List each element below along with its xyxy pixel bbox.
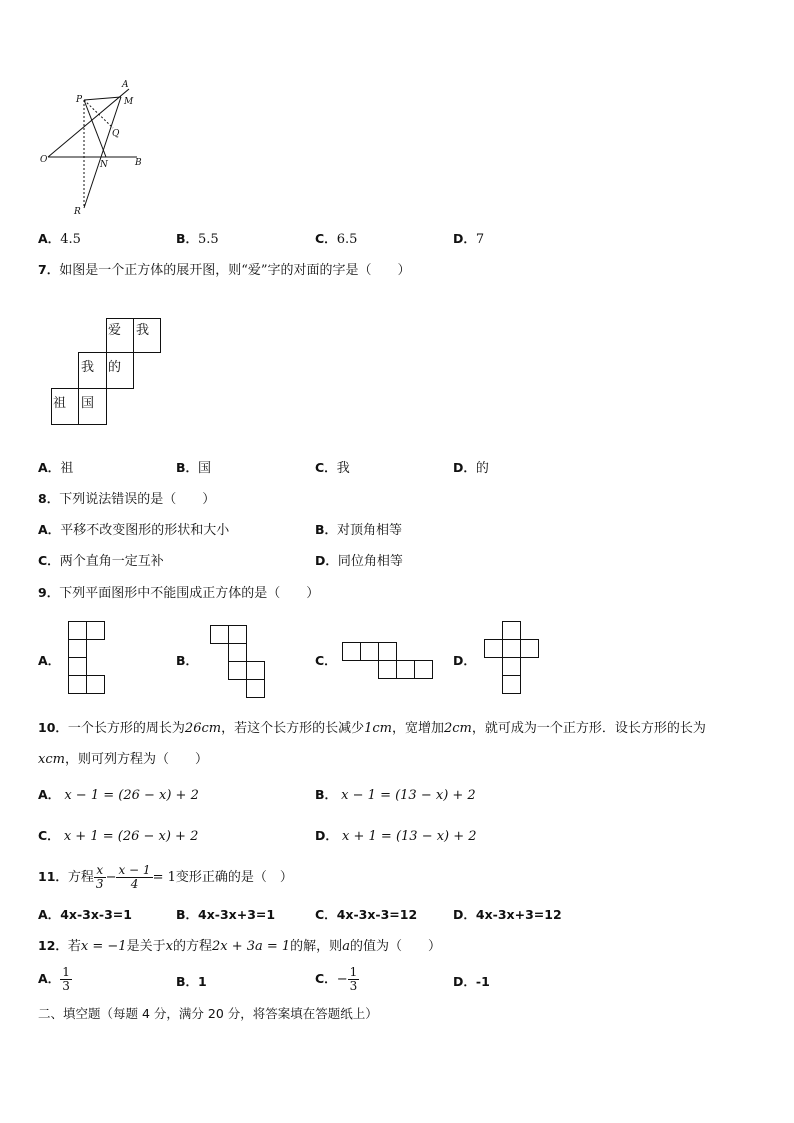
label-q: Q xyxy=(112,129,120,139)
fraction-one-third xyxy=(348,966,360,993)
option-label: B． xyxy=(176,231,199,246)
option-text: 祖 xyxy=(60,461,74,476)
q12-option-b[interactable] xyxy=(176,972,207,990)
label-o: O xyxy=(40,155,48,165)
option-label: D． xyxy=(453,231,476,246)
length-variable: xcm xyxy=(38,752,65,767)
option-text: 7 xyxy=(475,232,485,247)
fraction-numerator: x xyxy=(94,864,106,878)
q10-option-b[interactable] xyxy=(315,785,476,803)
label-m: M xyxy=(124,97,134,107)
fraction-denominator: 3 xyxy=(349,979,358,993)
option-label: B． xyxy=(176,460,199,475)
q9-net-b xyxy=(210,625,268,700)
width-increase-value: 2cm xyxy=(444,721,472,736)
perimeter-value: 26cm xyxy=(184,721,222,736)
option-label: B． xyxy=(176,974,199,989)
option-label: B． xyxy=(315,787,338,802)
option-text: 平移不改变图形的形状和大小 xyxy=(60,523,230,538)
option-label: A． xyxy=(38,460,61,475)
option-label: C． xyxy=(315,231,337,246)
option-label: A． xyxy=(38,787,61,802)
cube-net-figure xyxy=(51,318,161,425)
option-text: 1 xyxy=(198,974,207,989)
q9-option-a-label[interactable]: A． xyxy=(38,653,61,668)
q9-option-d-label[interactable]: D． xyxy=(453,653,476,668)
option-text: -1 xyxy=(475,974,490,989)
stem-text: ，就可成为一个正方形．设长方形的长为 xyxy=(471,721,706,736)
stem-text: 若 xyxy=(67,939,81,954)
q12-stem xyxy=(38,935,441,954)
label-b: B xyxy=(135,158,142,168)
q9-option-b-label[interactable]: B． xyxy=(176,653,199,668)
option-label: A． xyxy=(38,907,61,922)
stem-text: ，若这个长方形的长减少 xyxy=(221,721,365,736)
q11-option-d[interactable] xyxy=(453,905,562,923)
option-label: C． xyxy=(38,553,60,568)
option-label: B． xyxy=(176,907,199,922)
option-text: 两个直角一定互补 xyxy=(59,554,164,569)
option-label: C． xyxy=(315,971,337,986)
question-number: 11． xyxy=(38,869,68,884)
net-char-guo: 国 xyxy=(81,396,95,411)
q7-option-b[interactable] xyxy=(176,457,211,476)
option-label: D． xyxy=(453,907,476,922)
option-text: 我 xyxy=(336,461,350,476)
stem-text: ，则可列方程为（ ） xyxy=(64,752,208,767)
option-label: D． xyxy=(453,974,476,989)
option-label: D． xyxy=(315,828,338,843)
label-r: R xyxy=(74,207,81,217)
option-equation: x − 1 = (13 − x) + 2 xyxy=(341,788,476,803)
stem-text: 的值为（ ） xyxy=(349,939,441,954)
label-a: A xyxy=(122,80,129,90)
stem-text: 变形正确的是（ ） xyxy=(175,870,293,885)
option-label: B． xyxy=(315,522,338,537)
option-label: D． xyxy=(453,460,476,475)
option-label: C． xyxy=(315,907,337,922)
q8-option-a[interactable] xyxy=(38,519,229,538)
q8-option-d[interactable] xyxy=(315,550,403,569)
geometry-figure-q6 xyxy=(38,78,150,218)
option-label: C． xyxy=(315,460,337,475)
fraction-denominator: 4 xyxy=(130,877,139,891)
fraction-x-over-3 xyxy=(94,864,106,891)
variable-a: a xyxy=(342,939,350,954)
question-text: 下列平面图形中不能围成正方体的是（ ） xyxy=(59,586,320,601)
condition-x: x = −1 xyxy=(80,939,127,954)
fraction-denominator: 3 xyxy=(95,877,104,891)
q6-option-b[interactable] xyxy=(176,229,219,247)
stem-text: 是关于 xyxy=(126,939,166,954)
q6-option-a[interactable] xyxy=(38,229,81,247)
stem-text: 的解，则 xyxy=(290,939,343,954)
net-char-zu: 祖 xyxy=(53,396,67,411)
label-p: P xyxy=(76,95,83,105)
q12-option-d[interactable] xyxy=(453,972,490,990)
question-text: 如图是一个正方体的展开图，则“爱”字的对面的字是（ ） xyxy=(59,263,411,278)
stem-text: 一个长方形的周长为 xyxy=(67,721,185,736)
q11-option-a[interactable] xyxy=(38,905,132,923)
net-char-wo-top: 我 xyxy=(136,323,150,338)
option-text: 4x-3x-3=12 xyxy=(336,907,418,922)
q10-stem-line1 xyxy=(38,717,706,736)
option-equation: x − 1 = (26 − x) + 2 xyxy=(64,788,199,803)
option-text: 4.5 xyxy=(60,232,81,247)
segment-pn xyxy=(84,100,106,157)
q7-stem xyxy=(38,259,411,278)
equals-one: = 1 xyxy=(152,870,176,885)
label-n: N xyxy=(100,160,108,170)
fraction-x-minus-1-over-4 xyxy=(116,864,152,891)
q10-option-d[interactable] xyxy=(315,826,477,844)
stem-text: 的方程 xyxy=(172,939,212,954)
variable-x: x xyxy=(165,939,173,954)
stem-text: 方程 xyxy=(67,870,94,885)
q9-option-c-label[interactable]: C． xyxy=(315,653,337,668)
option-label: A． xyxy=(38,231,61,246)
option-text: 4x-3x+3=12 xyxy=(475,907,562,922)
q8-option-c[interactable] xyxy=(38,550,164,569)
option-text: 国 xyxy=(198,461,212,476)
fraction-numerator: 1 xyxy=(349,965,358,979)
segment-pq-dashed xyxy=(84,100,113,128)
length-decrease-value: 1cm xyxy=(364,721,392,736)
stem-text: ，宽增加 xyxy=(391,721,444,736)
option-text: 对顶角相等 xyxy=(337,523,403,538)
q9-stem xyxy=(38,582,319,601)
q7-option-d[interactable] xyxy=(453,457,489,476)
q8-option-b[interactable] xyxy=(315,519,402,538)
q10-stem-line2 xyxy=(38,748,208,767)
q9-net-d xyxy=(484,621,542,697)
q11-stem xyxy=(38,860,293,894)
q9-net-a xyxy=(68,621,108,696)
net-char-wo: 我 xyxy=(81,360,95,375)
q9-net-c xyxy=(342,642,438,682)
option-label: A． xyxy=(38,522,61,537)
q6-option-c[interactable] xyxy=(315,229,357,247)
option-label: D． xyxy=(315,553,338,568)
question-number: 10． xyxy=(38,720,68,735)
net-char-ai: 爱 xyxy=(108,323,122,338)
q8-stem xyxy=(38,488,215,507)
option-equation: x + 1 = (26 − x) + 2 xyxy=(63,829,199,844)
option-text: 同位角相等 xyxy=(337,554,403,569)
q10-option-a[interactable] xyxy=(38,785,199,803)
question-number: 7． xyxy=(38,262,60,277)
fraction-one-third xyxy=(60,966,72,993)
segment-pm xyxy=(84,97,121,100)
option-text: 5.5 xyxy=(198,232,219,247)
q12-option-a[interactable] xyxy=(38,961,72,997)
net-char-de: 的 xyxy=(108,360,122,375)
q7-option-c[interactable] xyxy=(315,457,350,476)
minus-sign: − xyxy=(105,870,117,885)
option-text: 的 xyxy=(475,461,489,476)
option-label: A． xyxy=(38,971,61,986)
q10-option-c[interactable] xyxy=(38,826,198,844)
fraction-numerator: x − 1 xyxy=(118,863,151,877)
fraction-numerator: 1 xyxy=(62,965,70,979)
option-label: C． xyxy=(38,828,60,843)
option-equation: x + 1 = (13 − x) + 2 xyxy=(342,829,477,844)
q6-option-d[interactable] xyxy=(453,229,484,247)
equation: 2x + 3a = 1 xyxy=(211,939,291,954)
q11-option-c[interactable] xyxy=(315,905,417,923)
question-number: 9． xyxy=(38,585,60,600)
option-text: 4x-3x-3=1 xyxy=(60,907,132,922)
q11-option-b[interactable] xyxy=(176,905,275,923)
question-number: 12． xyxy=(38,938,68,953)
q12-option-c[interactable] xyxy=(315,961,359,997)
option-text: 6.5 xyxy=(336,232,358,247)
fraction-denominator: 3 xyxy=(62,979,70,993)
q7-option-a[interactable] xyxy=(38,457,73,476)
question-number: 8． xyxy=(38,491,60,506)
section-heading-fill-in: 二、填空题（每题 4 分，满分 20 分，将答案填在答题纸上） xyxy=(38,1006,378,1021)
option-text: 4x-3x+3=1 xyxy=(198,907,276,922)
question-text: 下列说法错误的是（ ） xyxy=(59,492,216,507)
minus-sign: − xyxy=(336,972,348,987)
